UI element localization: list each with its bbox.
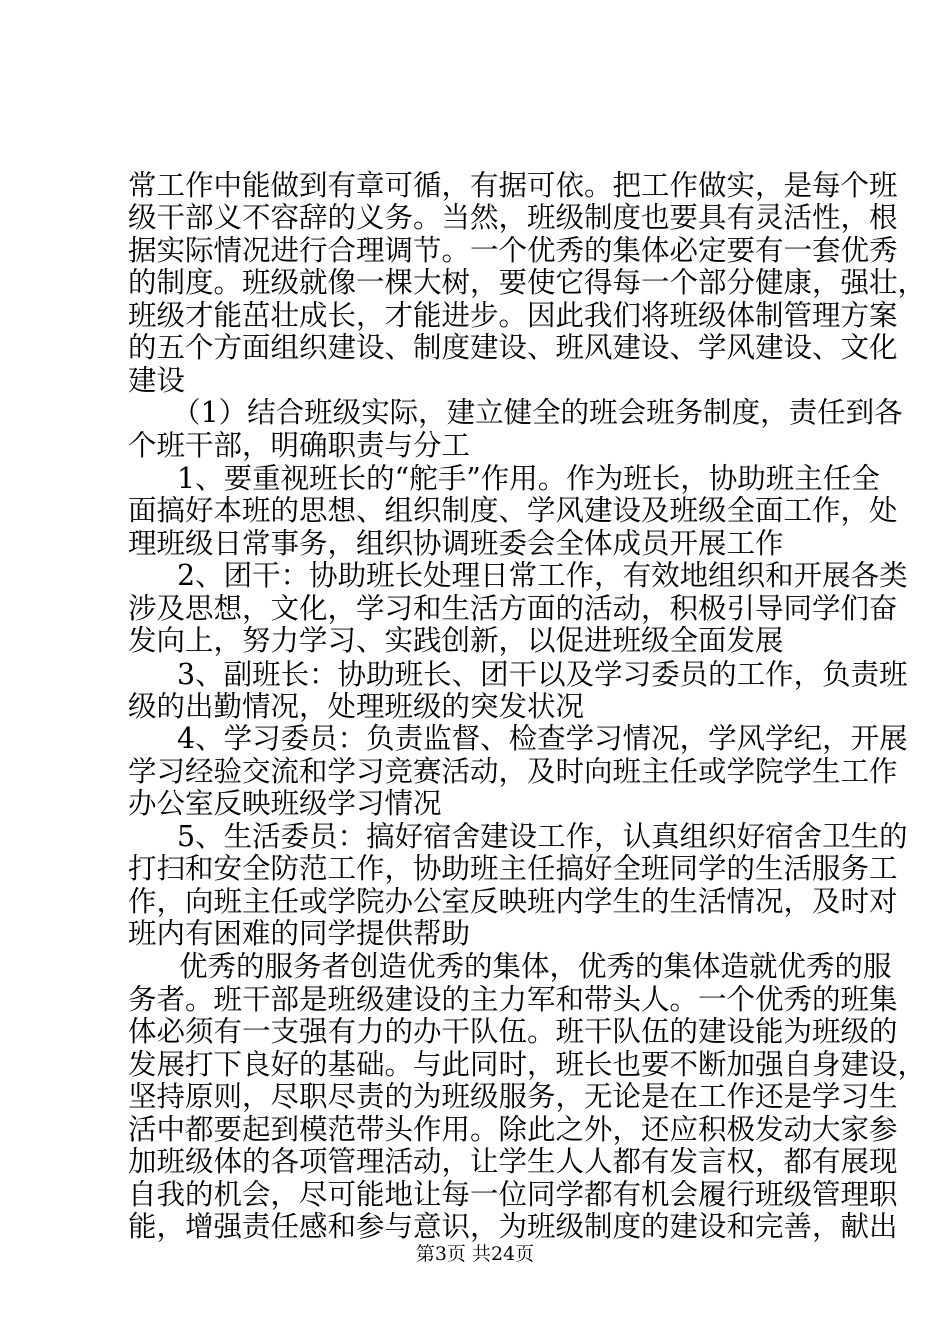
text-line: 建设 <box>128 363 186 397</box>
text-line: 优秀的服务者创造优秀的集体，优秀的集体造就优秀的服 <box>179 949 892 983</box>
text-line: 1、要重视班长的“舵手”作用。作为班长，协助班主任全 <box>177 461 880 495</box>
text-line: 理班级日常事务，组织协调班委会全体成员开展工作 <box>128 526 784 560</box>
text-line: 发展打下良好的基础。与此同时，班长也要不断加强自身建设， <box>128 1047 927 1081</box>
text-line: 体必须有一支强有力的办干队伍。班干队伍的建设能为班级的 <box>128 1015 898 1049</box>
text-line: 面搞好本班的思想、组织制度、学风建设及班级全面工作，处 <box>128 494 898 528</box>
text-line: 个班干部，明确职责与分工 <box>128 428 471 462</box>
text-line: 班级才能茁壮成长，才能进步。因此我们将班级体制管理方案 <box>128 298 898 332</box>
text-line: 作，向班主任或学院办公室反映班内学生的生活情况，及时对 <box>128 884 898 918</box>
text-line: 务者。班干部是班级建设的主力军和带头人。一个优秀的班集 <box>128 982 898 1016</box>
text-line: 打扫和安全防范工作，协助班主任搞好全班同学的生活服务工 <box>128 852 898 886</box>
text-line: 涉及思想，文化，学习和生活方面的活动，积极引导同学们奋 <box>128 591 898 625</box>
text-line: 办公室反映班级学习情况 <box>128 787 442 821</box>
text-line: 级的出勤情况，处理班级的突发状况 <box>128 689 585 723</box>
text-line: 4、学习委员：负责监督、检查学习情况，学风学纪，开展 <box>177 722 908 756</box>
page-number-footer: 第3页 共24页 <box>415 1243 535 1265</box>
text-line: 级干部义不容辞的义务。当然，班级制度也要具有灵活性，根 <box>128 201 898 235</box>
text-line: 自我的机会，尽可能地让每一位同学都有机会履行班级管理职 <box>128 1177 898 1211</box>
text-line: 能，增强责任感和参与意识，为班级制度的建设和完善，献出 <box>128 1210 898 1243</box>
text-line: 学习经验交流和学习竞赛活动，及时向班主任或学院学生工作 <box>128 754 898 788</box>
text-line: 发向上，努力学习、实践创新，以促进班级全面发展 <box>128 624 784 658</box>
text-line: 3、副班长：协助班长、团干以及学习委员的工作，负责班 <box>177 657 908 691</box>
text-line: 班内有困难的同学提供帮助 <box>128 917 471 951</box>
text-line: 坚持原则，尽职尽责的为班级服务，无论是在工作还是学习生 <box>128 1080 898 1114</box>
text-line: 5、生活委员：搞好宿舍建设工作，认真组织好宿舍卫生的 <box>177 819 908 853</box>
text-line: 的五个方面组织建设、制度建设、班风建设、学风建设、文化 <box>128 331 898 365</box>
text-line: 据实际情况进行合理调节。一个优秀的集体必定要有一套优秀 <box>128 233 898 267</box>
text-line: 常工作中能做到有章可循，有据可依。把工作做实，是每个班 <box>128 169 898 202</box>
text-line: （1）结合班级实际，建立健全的班会班务制度，责任到各 <box>172 396 903 430</box>
text-line: 的制度。班级就像一棵大树，要使它得每一个部分健康，强壮， <box>128 266 927 300</box>
text-line: 2、团干：协助班长处理日常工作，有效地组织和开展各类 <box>177 559 908 593</box>
text-line: 活中都要起到模范带头作用。除此之外，还应积极发动大家参 <box>128 1112 898 1146</box>
text-line: 加班级体的各项管理活动，让学生人人都有发言权，都有展现 <box>128 1145 898 1179</box>
